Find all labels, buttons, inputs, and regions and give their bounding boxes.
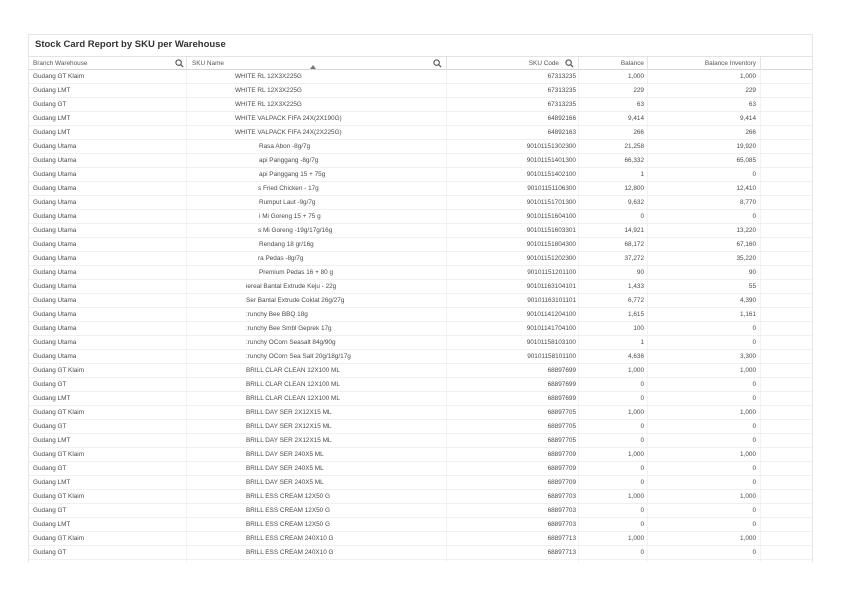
cell-sku-code: 68897709 (547, 465, 576, 472)
cell-balance: 1,000 (628, 535, 644, 542)
cell-sku-code: 90101151402100 (526, 171, 576, 178)
table-row[interactable] (29, 210, 813, 224)
cell-sku-code: 90101141204100 (526, 311, 576, 318)
cell-sku-name: Premium Pedas 16 + 80 g (259, 269, 334, 276)
cell-balance-inventory: 0 (752, 437, 756, 444)
cell-sku-name: :runchy Bee BBQ 18g (246, 311, 308, 318)
cell-balance: 0 (640, 465, 644, 472)
table-row[interactable] (29, 532, 813, 546)
cell-sku-code: 90101158101100 (527, 353, 576, 360)
cell-balance-inventory: 13,220 (736, 227, 756, 234)
cell-balance: 0 (640, 507, 644, 514)
cell-balance: 66,332 (624, 157, 644, 164)
cell-sku-name: BRILL ESS CREAM 12X50 G (246, 493, 330, 500)
cell-branch-warehouse: Gudang Utama (33, 171, 77, 178)
cell-sku-name: BRILL DAY SER 2X12X15 ML (246, 423, 332, 430)
cell-branch-warehouse: Gudang Utama (33, 283, 77, 290)
cell-branch-warehouse: Gudang Utama (33, 311, 77, 318)
cell-branch-warehouse: Gudang LMT (33, 87, 71, 94)
cell-branch-warehouse: Gudang GT Klaim (33, 535, 85, 542)
cell-branch-warehouse: Gudang GT (33, 101, 67, 108)
cell-balance-inventory: 0 (752, 549, 756, 556)
cell-sku-code: 68897699 (547, 367, 576, 374)
cell-balance: 37,272 (624, 255, 644, 262)
report-title: Stock Card Report by SKU per Warehouse (35, 39, 226, 50)
cell-sku-code: 90101151804300 (526, 241, 576, 248)
cell-sku-code: 68897709 (547, 451, 576, 458)
cell-balance-inventory: 55 (748, 283, 756, 290)
cell-balance: 1,433 (628, 283, 644, 290)
cell-sku-name: BRILL ESS CREAM 240X10 G (246, 549, 334, 556)
cell-balance: 0 (640, 521, 644, 528)
cell-branch-warehouse: Gudang GT Klaim (33, 451, 85, 458)
cell-branch-warehouse: Gudang GT Klaim (33, 367, 85, 374)
cell-sku-name: BRILL CLAR CLEAN 12X100 ML (246, 395, 340, 402)
cell-sku-code: 90101141704100 (526, 325, 576, 332)
cell-balance: 9,414 (628, 115, 644, 122)
cell-sku-code: 68897705 (547, 437, 576, 444)
cell-sku-code: 90101151604100 (526, 213, 576, 220)
table-row[interactable] (29, 140, 813, 154)
cell-balance-inventory: 9,414 (740, 115, 756, 122)
cell-balance-inventory: 1,000 (740, 73, 756, 80)
cell-branch-warehouse: Gudang Utama (33, 185, 77, 192)
cell-balance: 1,000 (628, 409, 644, 416)
cell-branch-warehouse: Gudang Utama (33, 213, 77, 220)
cell-sku-code: 68897709 (547, 479, 576, 486)
cell-sku-name: iereal Bantal Extrude Keju - 22g (246, 283, 337, 290)
cell-sku-code: 67313235 (547, 87, 576, 94)
cell-balance: 100 (633, 325, 644, 332)
table-row[interactable] (29, 252, 813, 266)
cell-balance: 229 (633, 87, 644, 94)
cell-sku-code: 90101151701300 (526, 199, 576, 206)
cell-balance: 9,632 (628, 199, 644, 206)
cell-balance-inventory: 1,000 (740, 535, 756, 542)
cell-branch-warehouse: Gudang Utama (33, 269, 77, 276)
table-row[interactable] (29, 490, 813, 504)
cell-sku-name: s Mi Goreng -19g/17g/16g (258, 227, 333, 234)
cell-sku-code: 90101151202300 (526, 255, 576, 262)
header-sku-code[interactable]: SKU Code (528, 60, 559, 67)
cell-balance-inventory: 0 (752, 479, 756, 486)
table-row[interactable] (29, 322, 813, 336)
cell-sku-name: i Mi Goreng 15 + 75 g (259, 213, 321, 220)
cell-balance-inventory: 12,410 (736, 185, 756, 192)
cell-balance-inventory: 1,000 (740, 451, 756, 458)
cell-branch-warehouse: Gudang Utama (33, 255, 77, 262)
cell-balance-inventory: 0 (752, 423, 756, 430)
cell-branch-warehouse: Gudang Utama (33, 241, 77, 248)
cell-sku-name: api Panggang -8g/7g (259, 157, 319, 164)
cell-branch-warehouse: Gudang LMT (33, 115, 71, 122)
cell-balance: 1,000 (628, 493, 644, 500)
cell-branch-warehouse: Gudang GT (33, 423, 67, 430)
cell-sku-name: :runchy Bee Smbl Geprek 17g (246, 325, 332, 332)
cell-sku-code: 90101163104101 (526, 283, 576, 290)
cell-balance: 0 (640, 381, 644, 388)
cell-balance-inventory: 3,300 (740, 353, 756, 360)
cell-balance-inventory: 65,085 (736, 157, 756, 164)
cell-sku-name: BRILL DAY SER 2X12X15 ML (246, 437, 332, 444)
cell-sku-name: Rumput Laut -9g/7g (259, 199, 316, 206)
search-icon[interactable] (565, 59, 574, 68)
table-row[interactable] (29, 378, 813, 392)
cell-sku-code: 68897713 (547, 549, 576, 556)
table-row[interactable] (29, 266, 813, 280)
cell-sku-name: WHITE RL 12X3X225G (235, 73, 302, 80)
cell-balance: 0 (640, 423, 644, 430)
stock-card-report-panel (28, 34, 813, 562)
cell-balance: 1,615 (628, 311, 644, 318)
table-row[interactable] (29, 546, 813, 560)
cell-balance: 0 (640, 437, 644, 444)
table-row[interactable] (29, 182, 813, 196)
cell-sku-name: s Fried Chicken - 17g (258, 185, 319, 192)
cell-sku-name: :runchy OCorn Sea Salt 20g/18g/17g (246, 353, 351, 360)
cell-sku-name: BRILL DAY SER 240X5 ML (246, 465, 324, 472)
cell-balance-inventory: 0 (752, 339, 756, 346)
cell-branch-warehouse: Gudang Utama (33, 199, 77, 206)
cell-balance-inventory: 19,920 (736, 143, 756, 150)
header-sku-name[interactable]: SKU Name (192, 60, 224, 67)
table-header (29, 56, 813, 70)
cell-balance-inventory: 0 (752, 171, 756, 178)
cell-sku-name: ra Pedas -8g/7g (258, 255, 304, 262)
cell-balance: 0 (640, 549, 644, 556)
cell-sku-name: BRILL DAY SER 240X5 ML (246, 479, 324, 486)
table-row[interactable] (29, 238, 813, 252)
cell-sku-name: Rendang 18 gr/16g (259, 241, 314, 248)
cell-branch-warehouse: Gudang LMT (33, 437, 71, 444)
cell-sku-code: 90101151302300 (526, 143, 576, 150)
cell-branch-warehouse: Gudang Utama (33, 297, 77, 304)
cell-sku-code: 68897713 (547, 535, 576, 542)
cell-sku-name: BRILL ESS CREAM 12X50 G (246, 507, 330, 514)
table-row[interactable] (29, 168, 813, 182)
cell-balance-inventory: 1,000 (740, 367, 756, 374)
cell-sku-name: Rasa Abon -8g/7g (259, 143, 311, 150)
table-row[interactable] (29, 434, 813, 448)
cell-sku-code: 90101151603301 (526, 227, 576, 234)
cell-balance: 14,921 (624, 227, 644, 234)
cell-sku-name: :runchy OCorn Seasalt 84g/90g (246, 339, 336, 346)
sort-ascending-icon[interactable] (310, 65, 316, 69)
cell-sku-code: 90101151201100 (527, 269, 576, 276)
table-row[interactable] (29, 462, 813, 476)
cell-balance-inventory: 4,390 (740, 297, 756, 304)
cell-sku-code: 68897699 (547, 381, 576, 388)
cell-balance: 0 (640, 213, 644, 220)
table-row[interactable] (29, 126, 813, 140)
cell-sku-code: 68897705 (547, 409, 576, 416)
cell-sku-code: 68897703 (547, 507, 576, 514)
cell-branch-warehouse: Gudang GT Klaim (33, 493, 85, 500)
cell-balance-inventory: 8,770 (740, 199, 756, 206)
cell-balance: 0 (640, 395, 644, 402)
table-row[interactable] (29, 196, 813, 210)
cell-balance-inventory: 90 (748, 269, 756, 276)
cell-balance: 21,258 (624, 143, 644, 150)
table-row[interactable] (29, 280, 813, 294)
cell-sku-name: WHITE RL 12X3X225G (235, 101, 302, 108)
table-row[interactable] (29, 336, 813, 350)
cell-sku-name: api Panggang 15 + 75g (259, 171, 326, 178)
cell-balance-inventory: 0 (752, 465, 756, 472)
cell-balance-inventory: 0 (752, 507, 756, 514)
table-row[interactable] (29, 224, 813, 238)
cell-branch-warehouse: Gudang LMT (33, 479, 71, 486)
cell-sku-code: 68897705 (547, 423, 576, 430)
cell-branch-warehouse: Gudang Utama (33, 143, 77, 150)
cell-sku-code: 64892166 (547, 115, 576, 122)
cell-branch-warehouse: Gudang GT Klaim (33, 73, 85, 80)
cell-branch-warehouse: Gudang Utama (33, 325, 77, 332)
table-row[interactable] (29, 350, 813, 364)
table-row[interactable] (29, 504, 813, 518)
cell-sku-name: BRILL ESS CREAM 240X10 G (246, 535, 334, 542)
cell-balance: 68,172 (624, 241, 644, 248)
cell-sku-name: WHITE VALPACK FIFA 24X(2X225G) (235, 129, 342, 136)
cell-balance: 1,000 (628, 367, 644, 374)
header-balance[interactable]: Balance (620, 60, 644, 67)
cell-balance: 1 (640, 339, 644, 346)
cell-branch-warehouse: Gudang LMT (33, 395, 71, 402)
cell-sku-code: 90101151106300 (527, 185, 576, 192)
cell-balance: 0 (640, 479, 644, 486)
table-row[interactable] (29, 84, 813, 98)
cell-balance-inventory: 0 (752, 395, 756, 402)
cell-branch-warehouse: Gudang Utama (33, 227, 77, 234)
cell-sku-name: BRILL DAY SER 2X12X15 ML (246, 409, 332, 416)
cell-balance-inventory: 1,000 (740, 409, 756, 416)
cell-balance-inventory: 229 (745, 87, 756, 94)
cell-balance-inventory: 1,000 (740, 493, 756, 500)
search-icon[interactable] (433, 59, 442, 68)
cell-balance: 1,000 (628, 451, 644, 458)
table-row[interactable] (29, 98, 813, 112)
cell-balance-inventory: 266 (745, 129, 756, 136)
cell-sku-code: 68897699 (547, 395, 576, 402)
table-row[interactable] (29, 70, 813, 84)
cell-balance: 266 (633, 129, 644, 136)
cell-balance: 1,000 (628, 73, 644, 80)
cell-balance-inventory: 63 (748, 101, 756, 108)
cell-balance: 90 (636, 269, 644, 276)
cell-balance-inventory: 35,220 (736, 255, 756, 262)
header-balance-inventory[interactable]: Balance Inventory (704, 60, 756, 67)
table-row[interactable] (29, 364, 813, 378)
cell-balance-inventory: 0 (752, 325, 756, 332)
cell-sku-name: BRILL CLAR CLEAN 12X100 ML (246, 381, 340, 388)
table-row[interactable] (29, 518, 813, 532)
cell-balance-inventory: 1,161 (740, 311, 756, 318)
cell-sku-name: BRILL CLAR CLEAN 12X100 ML (246, 367, 340, 374)
cell-sku-code: 90101158103100 (526, 339, 576, 346)
table-row[interactable] (29, 476, 813, 490)
cell-sku-name: BRILL DAY SER 240X5 ML (246, 451, 324, 458)
cell-balance-inventory: 67,160 (736, 241, 756, 248)
cell-branch-warehouse: Gudang GT (33, 507, 67, 514)
cell-sku-code: 90101163101101 (527, 297, 576, 304)
cell-branch-warehouse: Gudang GT Klaim (33, 409, 85, 416)
table-row[interactable] (29, 392, 813, 406)
header-branch-warehouse[interactable]: Branch Warehouse (33, 60, 88, 67)
cell-branch-warehouse: Gudang Utama (33, 353, 77, 360)
table-row[interactable] (29, 112, 813, 126)
table-row[interactable] (29, 154, 813, 168)
cell-branch-warehouse: Gudang LMT (33, 521, 71, 528)
cell-balance-inventory: 0 (752, 521, 756, 528)
cell-balance: 4,636 (628, 353, 644, 360)
cell-sku-code: 90101151401300 (526, 157, 576, 164)
cell-sku-name: WHITE VALPACK FIFA 24X(2X190G) (235, 115, 342, 122)
cell-branch-warehouse: Gudang GT (33, 549, 67, 556)
cell-sku-name: Ser Bantal Extrude Coklat 26g/27g (246, 297, 345, 304)
cell-branch-warehouse: Gudang GT (33, 465, 67, 472)
cell-sku-code: 68897703 (547, 493, 576, 500)
cell-balance-inventory: 0 (752, 381, 756, 388)
cell-sku-name: WHITE RL 12X3X225G (235, 87, 302, 94)
table-row[interactable] (29, 308, 813, 322)
cell-sku-code: 67313235 (547, 73, 576, 80)
search-icon[interactable] (175, 59, 184, 68)
cell-balance-inventory: 0 (752, 213, 756, 220)
cell-sku-name: BRILL ESS CREAM 12X50 G (246, 521, 330, 528)
table-row[interactable] (29, 406, 813, 420)
cell-sku-code: 68897703 (547, 521, 576, 528)
cell-branch-warehouse: Gudang Utama (33, 339, 77, 346)
table-row[interactable] (29, 420, 813, 434)
cell-balance: 12,800 (624, 185, 644, 192)
cell-balance: 6,772 (628, 297, 644, 304)
table-row[interactable] (29, 448, 813, 462)
table-row[interactable] (29, 294, 813, 308)
cell-branch-warehouse: Gudang Utama (33, 157, 77, 164)
cell-sku-code: 67313235 (547, 101, 576, 108)
cell-branch-warehouse: Gudang GT (33, 381, 67, 388)
cell-sku-code: 64892163 (547, 129, 576, 136)
cell-balance: 63 (636, 101, 644, 108)
cell-branch-warehouse: Gudang LMT (33, 129, 71, 136)
cell-balance: 1 (640, 171, 644, 178)
